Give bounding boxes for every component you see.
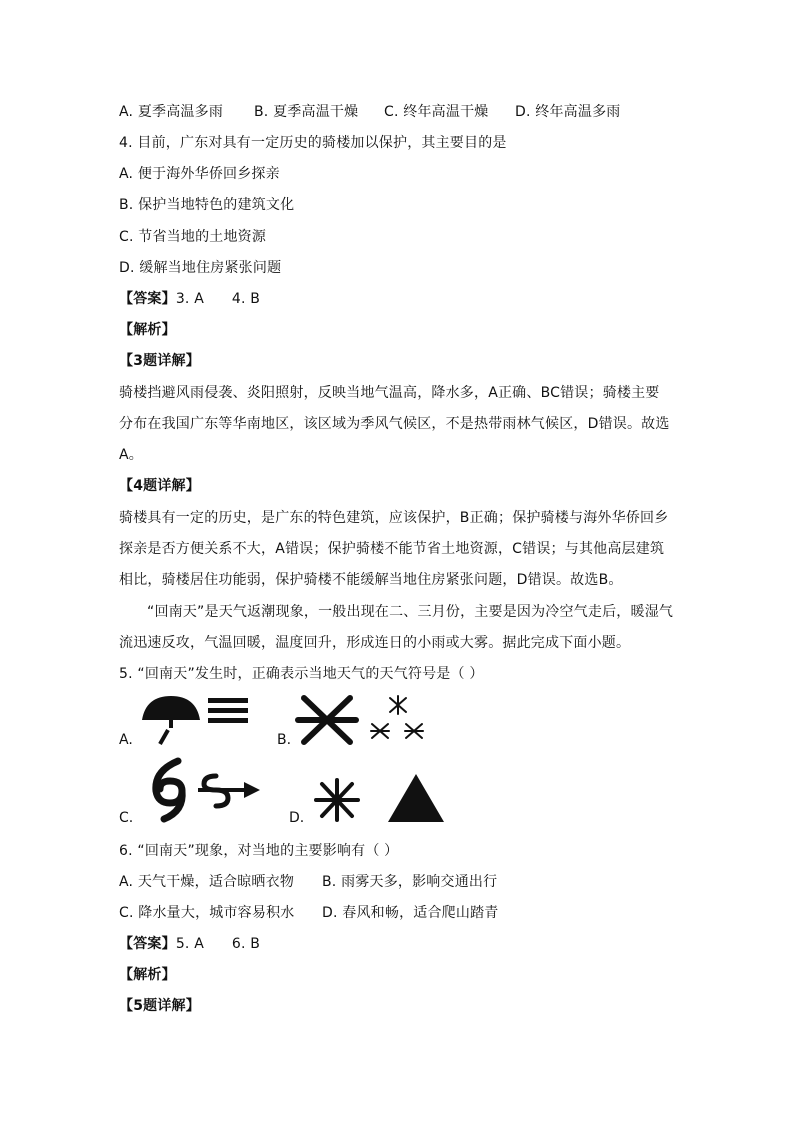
answer-text: 5. A 6. B	[175, 936, 261, 952]
q4-stem: 4. 目前，广东对具有一定历史的骑楼加以保护，其主要目的是	[119, 135, 507, 151]
intro-line-1: “回南天”是天气返潮现象，一般出现在二、三月份，主要是因为冷空气走后，暖湿气	[147, 604, 674, 620]
q4-option-c: C. 节省当地的土地资源	[119, 229, 267, 245]
answer-1	[119, 289, 260, 309]
q3-option-a: A. 夏季高温多雨	[119, 104, 224, 120]
detail-3-line-1: 骑楼挡避风雨侵袭、炎阳照射，反映当地气温高，降水多，A正确、BC错误；骑楼主要	[119, 385, 660, 401]
analysis-heading-1: 【解析】	[119, 322, 176, 338]
q5-option-d-label: D.	[289, 810, 305, 826]
analysis-heading-2: 【解析】	[119, 967, 176, 983]
fog-icon	[206, 696, 250, 726]
q3-option-d: D. 终年高温多雨	[515, 104, 621, 120]
q3-option-b: B. 夏季高温干燥	[254, 104, 359, 120]
answer-text: 3. A 4. B	[175, 291, 261, 307]
answer-2	[119, 934, 260, 954]
detail-4-line-1: 骑楼具有一定的历史，是广东的特色建筑，应该保护，B正确；保护骑楼与海外华侨回乡	[119, 510, 669, 526]
detail-4-line-2: 探亲是否方便关系不大，A错误；保护骑楼不能节省土地资源，C错误；与其他高层建筑	[119, 541, 665, 557]
triangle-icon	[386, 772, 446, 824]
q6-option-c: C. 降水量大，城市容易积水	[119, 905, 295, 921]
detail-3-line-2: 分布在我国广东等华南地区，该区域为季风气候区，不是热带雨林气候区，D错误。故选	[119, 416, 670, 432]
intro-line-2: 流迅速反攻，气温回暖，温度回升，形成连日的小雨或大雾。据此完成下面小题。	[119, 635, 631, 651]
showers-icon	[140, 694, 202, 746]
q4-option-a: A. 便于海外华侨回乡探亲	[119, 166, 280, 182]
storm-wind-icon	[196, 770, 262, 810]
q5-option-a-label: A.	[119, 732, 133, 748]
answer-label: 【答案】	[119, 936, 176, 952]
detail-5-heading: 【5题详解】	[119, 998, 200, 1014]
q4-option-b: B. 保护当地特色的建筑文化	[119, 197, 295, 213]
snowflake-small-icon	[312, 778, 362, 822]
detail-3-heading: 【3题详解】	[119, 353, 200, 369]
q5-option-c-label: C.	[119, 810, 134, 826]
detail-4-line-3: 相比，骑楼居住功能弱，保护骑楼不能缓解当地住房紧张问题，D错误。故选B。	[119, 572, 623, 588]
q3-options-row	[119, 102, 679, 122]
typhoon-icon	[148, 757, 192, 823]
snow-icon	[370, 696, 426, 742]
q6-option-d: D. 春风和畅，适合爬山踏青	[322, 905, 499, 921]
q4-option-d: D. 缓解当地住房紧张问题	[119, 260, 282, 276]
q6-stem: 6. “回南天”现象，对当地的主要影响有（ ）	[119, 843, 399, 859]
q5-stem: 5. “回南天”发生时，正确表示当地天气的天气符号是（ ）	[119, 666, 484, 682]
q5-option-b-label: B.	[277, 732, 292, 748]
answer-label: 【答案】	[119, 291, 176, 307]
q6-option-b: B. 雨雾天多，影响交通出行	[322, 874, 498, 890]
snowflake-icon	[296, 694, 358, 746]
detail-4-heading: 【4题详解】	[119, 478, 200, 494]
q6-options-row-1	[119, 872, 639, 892]
q6-options-row-2	[119, 903, 639, 923]
q3-option-c: C. 终年高温干燥	[384, 104, 489, 120]
detail-3-line-3: A。	[119, 447, 143, 463]
q6-option-a: A. 天气干燥，适合晾晒衣物	[119, 874, 295, 890]
